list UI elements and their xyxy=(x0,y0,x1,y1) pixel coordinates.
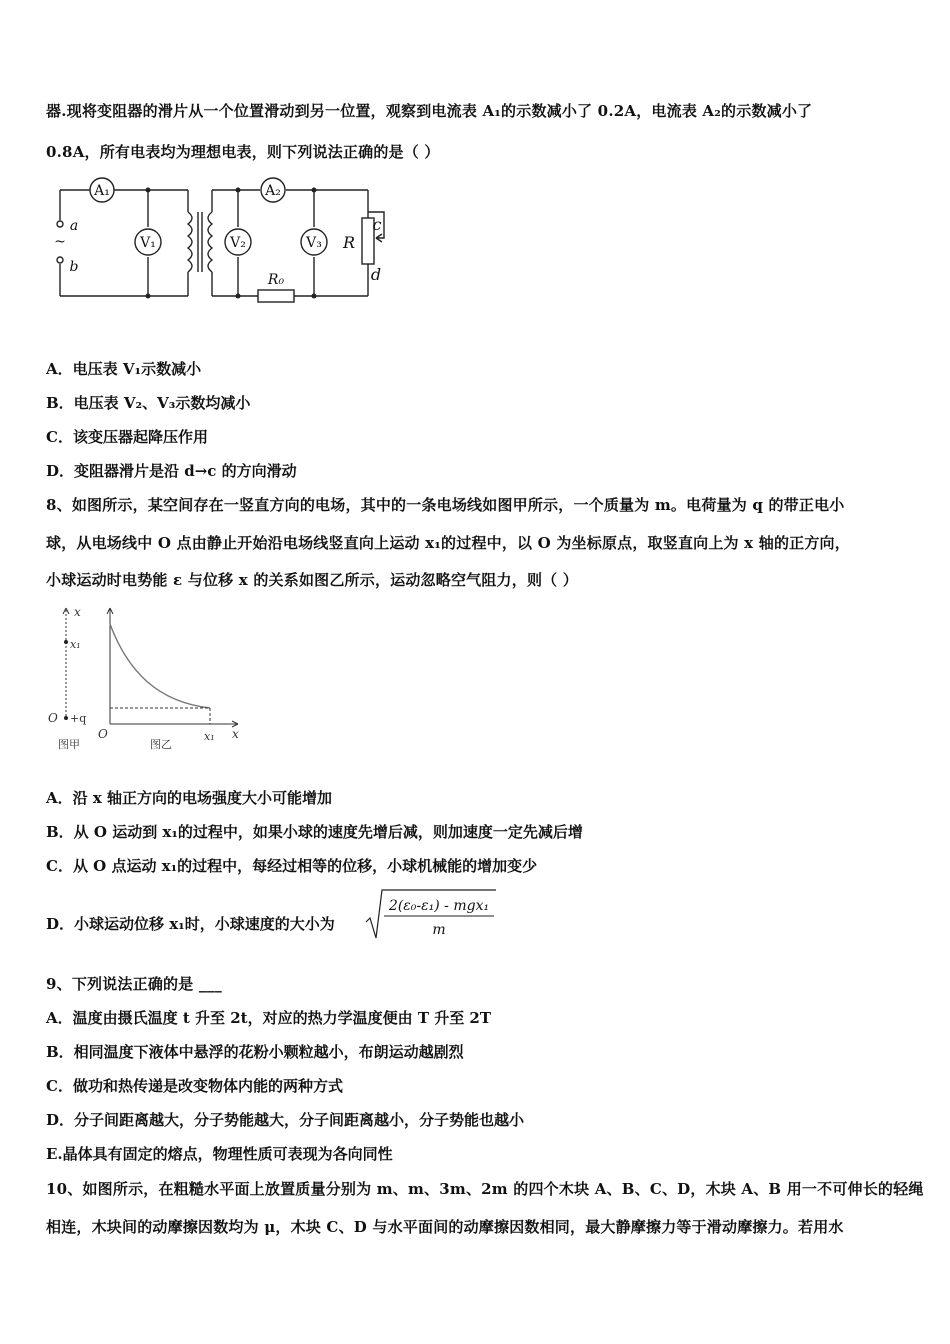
q9-stem: 9、下列说法正确的是 ___ xyxy=(46,975,222,993)
electric-field-figure xyxy=(48,602,248,752)
resistor-r0-label: R₀ xyxy=(267,272,285,288)
fig-a-x-label: x xyxy=(74,605,81,619)
q8-stem-line1: 8、如图所示，某空间存在一竖直方向的电场，其中的一条电场线如图甲所示，一个质量为 m。电荷量为 q 的带正电小 xyxy=(46,496,845,514)
ammeter-a2-label: A₂ xyxy=(265,183,281,199)
q10-stem-line1: 10、如图所示，在粗糙水平面上放置质量分别为 m、m、3m、2m 的四个木块 A、B、C、D，木块 A、B 用一不可伸长的轻绳 xyxy=(46,1180,924,1198)
rheostat-r-label: R xyxy=(342,233,356,252)
terminal-b-label: b xyxy=(69,259,79,275)
q7-stem-line1: 器.现将变阻器的滑片从一个位置滑动到另一位置，观察到电流表 A₁的示数减小了 0.2A，电流表 A₂的示数减小了 xyxy=(46,102,813,120)
q9-option-a[interactable]: A．温度由摄氏温度 t 升至 2t，对应的热力学温度便由 T 升至 2T xyxy=(46,1009,492,1027)
fig-a-origin-label: O xyxy=(48,711,58,725)
q8-option-a[interactable]: A．沿 x 轴正方向的电场强度大小可能增加 xyxy=(46,789,333,807)
q9-option-c[interactable]: C．做功和热传递是改变物体内能的两种方式 xyxy=(46,1077,343,1095)
q9-option-e[interactable]: E.晶体具有固定的熔点，物理性质可表现为各向同性 xyxy=(46,1145,393,1163)
fig-b-caption: 图乙 xyxy=(150,738,172,751)
q7-option-c[interactable]: C．该变压器起降压作用 xyxy=(46,428,208,446)
q7-stem-line2: 0.8A，所有电表均为理想电表，则下列说法正确的是（ ） xyxy=(46,143,440,161)
q8-option-b[interactable]: B．从 O 运动到 x₁的过程中，如果小球的速度先增后减，则加速度一定先减后增 xyxy=(46,823,583,841)
q9-option-d[interactable]: D．分子间距离越大，分子势能越大，分子间距离越小，分子势能也越小 xyxy=(46,1111,525,1129)
terminal-d-label: d xyxy=(370,265,382,284)
fig-b-origin-label: O xyxy=(98,727,108,741)
formula-numerator: 2(ε₀-ε₁) - mgx₁ xyxy=(388,898,490,914)
voltmeter-v3-label: V₃ xyxy=(306,235,322,251)
transformer-circuit-diagram xyxy=(50,172,395,307)
velocity-formula xyxy=(364,886,499,942)
fig-a-caption: 图甲 xyxy=(58,738,80,751)
q7-option-b[interactable]: B．电压表 V₂、V₃示数均减小 xyxy=(46,394,251,412)
q7-option-a[interactable]: A．电压表 V₁示数减小 xyxy=(46,360,202,378)
slider-c-label: c xyxy=(372,215,382,234)
charge-label: +q xyxy=(70,712,87,725)
formula-denominator: m xyxy=(432,922,446,938)
q10-stem-line2: 相连，木块间的动摩擦因数均为 μ，木块 C、D 与水平面间的动摩擦因数相同，最大静摩擦力等于滑动摩擦力。若用水 xyxy=(46,1218,844,1236)
ammeter-a1-label: A₁ xyxy=(94,183,110,199)
terminal-a-label: a xyxy=(69,218,79,234)
voltmeter-v2-label: V₂ xyxy=(230,235,246,251)
q8-option-d[interactable]: D．小球运动位移 x₁时，小球速度的大小为 xyxy=(46,915,335,933)
q8-option-c[interactable]: C．从 O 点运动 x₁的过程中，每经过相等的位移，小球机械能的增加变少 xyxy=(46,857,538,875)
fig-b-x1-label: x₁ xyxy=(204,730,215,743)
q9-option-b[interactable]: B．相同温度下液体中悬浮的花粉小颗粒越小，布朗运动越剧烈 xyxy=(46,1043,464,1061)
fig-b-x-axis-label: x xyxy=(232,727,239,741)
voltmeter-v1-label: V₁ xyxy=(140,235,156,251)
fig-a-x1-label: x₁ xyxy=(70,638,81,651)
q8-stem-line3: 小球运动时电势能 ε 与位移 x 的关系如图乙所示，运动忽略空气阻力，则（ ） xyxy=(46,571,578,589)
ac-source-symbol: ~ xyxy=(54,234,66,250)
q7-option-d[interactable]: D．变阻器滑片是沿 d→c 的方向滑动 xyxy=(46,462,297,480)
q8-stem-line2: 球，从电场线中 O 点由静止开始沿电场线竖直向上运动 x₁的过程中，以 O 为坐标原点，取竖直向上为 x 轴的正方向， xyxy=(46,534,850,552)
